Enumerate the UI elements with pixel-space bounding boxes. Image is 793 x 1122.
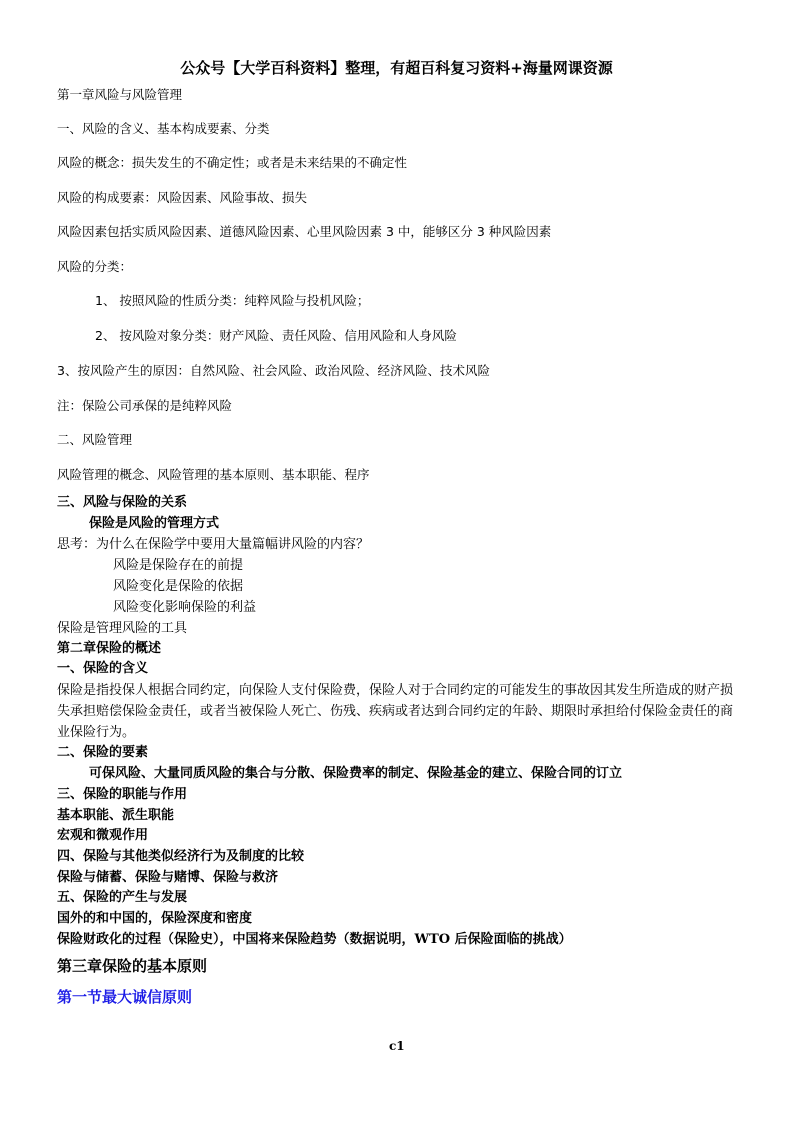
section-heading: 三、风险与保险的关系: [57, 495, 188, 510]
text-line: 风险是保险存在的前提: [113, 558, 244, 573]
chapter-title: 第一章风险与风险管理: [57, 87, 183, 102]
text-line: 风险的概念：损失发生的不确定性；或者是未来结果的不确定性: [57, 155, 408, 170]
definition-paragraph: 保险是指投保人根据合同约定，向保险人支付保险费，保险人对于合同约定的可能发生的事故因其发生所造成的财产损失承担赔偿保险金责任，或者当被保险人死亡、伤残、疾病或者达到合同约定的年龄、期限时承担给付保险金责任的商业保险行为。: [57, 683, 734, 740]
text-line: 思考：为什么在保险学中要用大量篇幅讲风险的内容？: [57, 537, 370, 552]
note-line: 注：保险公司承保的是纯粹风险: [57, 398, 233, 413]
text-line: 可保风险、大量同质风险的集合与分散、保险费率的制定、保险基金的建立、保险合同的订立: [89, 766, 623, 781]
list-item: 1、 按照风险的性质分类：纯粹风险与投机风险；: [95, 293, 370, 308]
text-line: 风险变化是保险的依据: [113, 579, 244, 594]
section-heading: 一、风险的含义、基本构成要素、分类: [57, 121, 270, 136]
list-item: 3、按风险产生的原因：自然风险、社会风险、政治风险、经济风险、技术风险: [57, 363, 490, 378]
text-line: 国外的和中国的，保险深度和密度: [57, 911, 253, 926]
section-heading: 二、保险的要素: [57, 745, 149, 760]
text-line: 风险变化影响保险的利益: [113, 600, 257, 615]
chapter-title: 第三章保险的基本原则: [57, 957, 208, 975]
text-line: 保险是管理风险的工具: [57, 621, 188, 636]
section-heading: 五、保险的产生与发展: [57, 890, 188, 905]
page-number: c1: [389, 1039, 405, 1053]
text-line: 风险管理的概念、风险管理的基本原则、基本职能、程序: [57, 467, 370, 482]
text-line: 宏观和微观作用: [57, 828, 149, 843]
text-line: 基本职能、派生职能: [57, 808, 175, 823]
text-line: 风险的构成要素：风险因素、风险事故、损失: [57, 190, 308, 205]
text-line: 风险的分类：: [57, 259, 133, 274]
text-line: 保险财政化的过程（保险史），中国将来保险趋势（数据说明，WTO 后保险面临的挑战）: [57, 932, 572, 947]
subheading: 保险是风险的管理方式: [89, 516, 220, 531]
section-heading: 四、保险与其他类似经济行为及制度的比较: [57, 849, 305, 864]
document-header: 公众号【大学百科资料】整理，有超百科复习资料+海量网课资源: [180, 59, 613, 77]
chapter-title: 第二章保险的概述: [57, 641, 162, 656]
text-line: 风险因素包括实质风险因素、道德风险因素、心里风险因素 3 中，能够区分 3 种风险因素: [57, 224, 552, 239]
section-heading-blue: 第一节最大诚信原则: [57, 988, 193, 1006]
section-heading: 一、保险的含义: [57, 661, 149, 676]
list-item: 2、 按风险对象分类：财产风险、责任风险、信用风险和人身风险: [95, 328, 457, 343]
section-heading: 二、风险管理: [57, 432, 133, 447]
section-heading: 三、保险的职能与作用: [57, 787, 188, 802]
text-line: 保险与储蓄、保险与赌博、保险与救济: [57, 870, 279, 885]
